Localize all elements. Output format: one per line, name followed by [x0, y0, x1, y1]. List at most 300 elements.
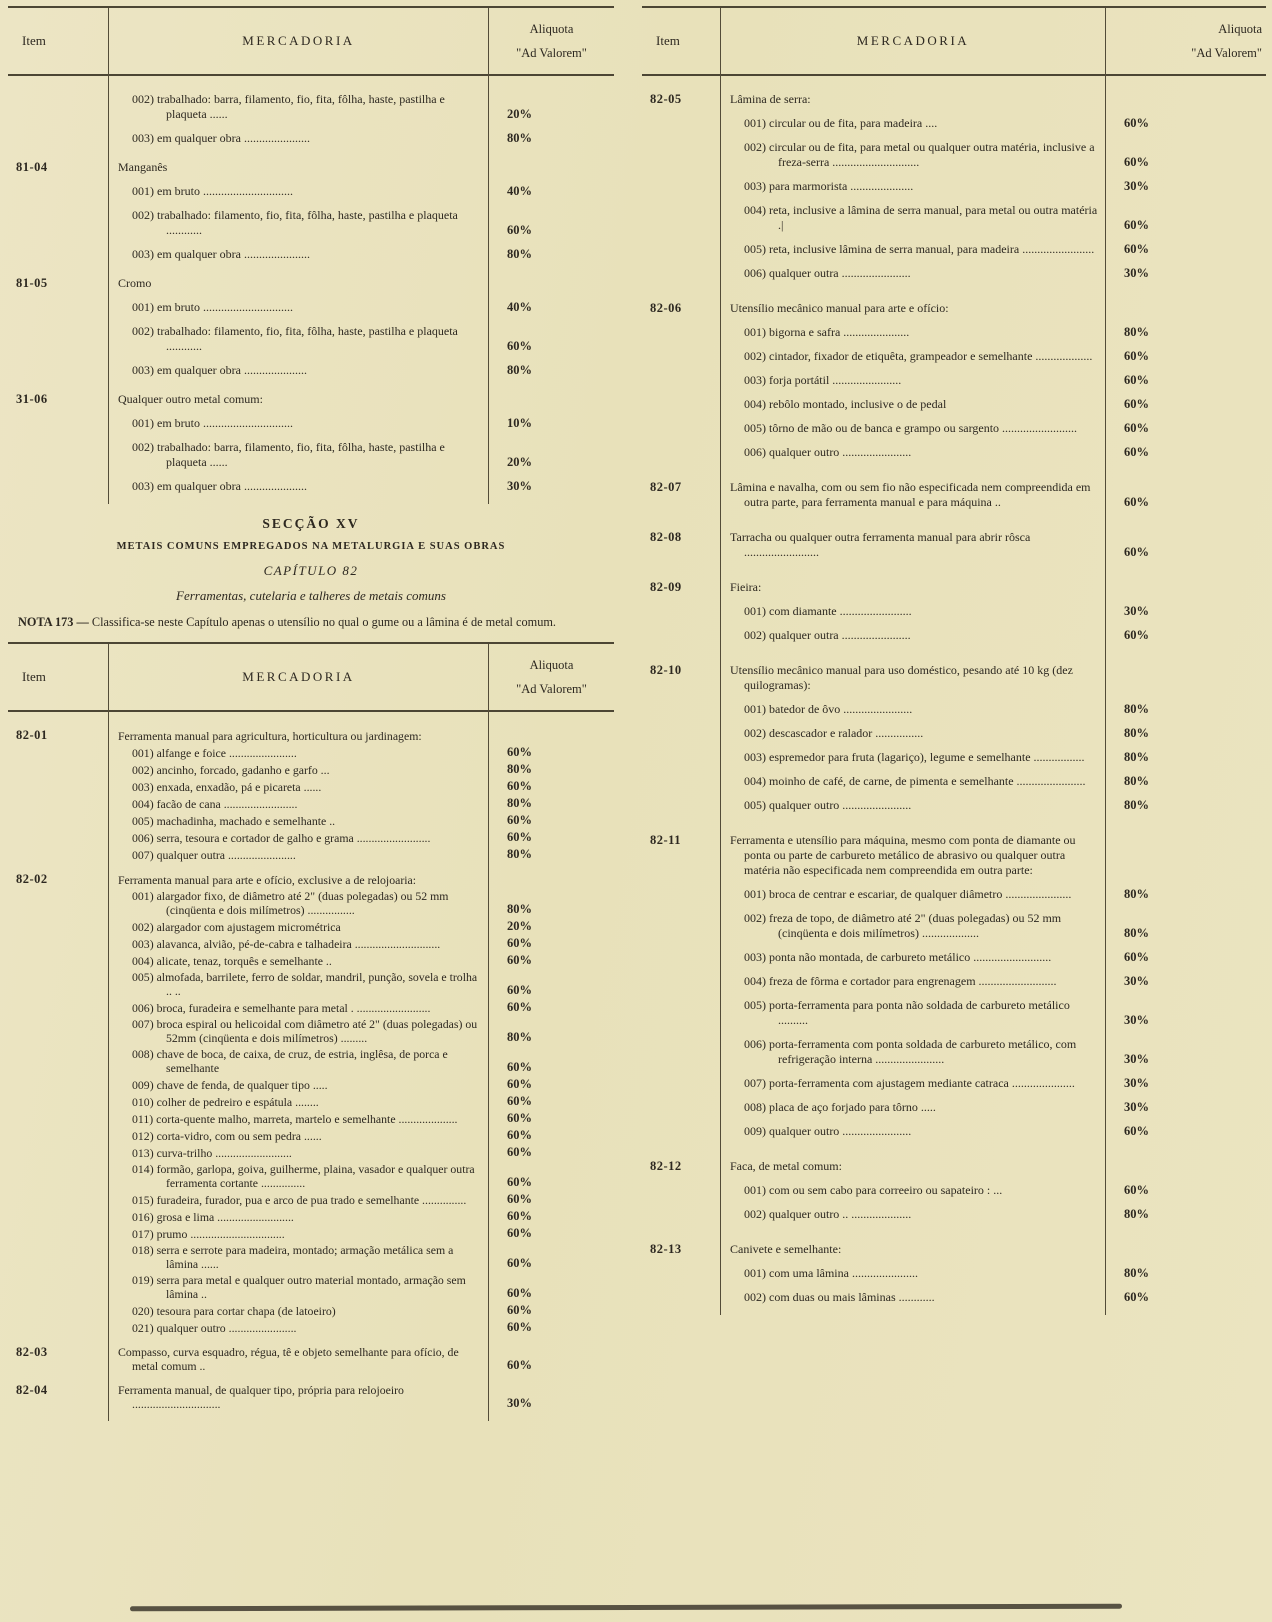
mercadoria-text: 021) qualquer outro ....................... [132, 1321, 297, 1335]
mercadoria-text: 002) alargador com ajustagem micrométrica [132, 920, 341, 934]
subitem-row [642, 950, 1266, 965]
aliquota-value: 60% [1124, 397, 1149, 411]
aliquota-value: 80% [1124, 798, 1149, 812]
aliquota-value: 30% [1124, 1052, 1149, 1066]
entry-82-05 [642, 92, 1266, 107]
aliquota-value: 30% [1124, 1076, 1149, 1090]
mercadoria-text: 009) qualquer outro ....................... [744, 1124, 912, 1138]
subitem-row [8, 1273, 614, 1301]
aliquota-value: 60% [507, 1111, 532, 1125]
mercadoria-text: Lâmina de serra: [730, 92, 811, 106]
aliquota-value: 80% [1124, 1266, 1149, 1280]
left-column [8, 6, 614, 1421]
subitem-row [642, 726, 1266, 741]
subitem-row [642, 750, 1266, 765]
subitem-row [642, 604, 1266, 619]
subitem-row [8, 1017, 614, 1045]
entry-82-12 [642, 1159, 1266, 1174]
subitem-row [8, 300, 614, 315]
aliquota-value: 80% [1124, 887, 1149, 901]
aliquota-value: 80% [1124, 926, 1149, 940]
mercadoria-text: Canivete e semelhante: [730, 1242, 842, 1256]
subitem-row [642, 1266, 1266, 1281]
aliquota-value: 60% [507, 779, 532, 793]
aliquota-value: 80% [507, 363, 532, 377]
nota-text: Classifica-se neste Capítulo apenas o utensílio no qual o gume ou a lâmina é de metal comum. [91, 615, 556, 629]
mercadoria-text: 002) trabalhado: barra, filamento, fio, fita, fôlha, haste, pastilha e plaqueta ...... [132, 440, 445, 469]
subitem-row [642, 203, 1266, 233]
aliquota-value: 80% [507, 847, 532, 861]
mercadoria-text: Compasso, curva esquadro, régua, tê e objeto semelhante para ofício, de metal comum .. [118, 1345, 459, 1373]
aliquota-value: 30% [507, 1396, 532, 1410]
aliquota-value: 60% [1124, 628, 1149, 642]
mercadoria-text: 009) chave de fenda, de qualquer tipo ..... [132, 1078, 328, 1092]
aliquota-value: 40% [507, 184, 532, 198]
mercadoria-text: 007) porta-ferramenta com ajustagem mediante catraca ..................... [744, 1076, 1075, 1090]
nota-paragraph [18, 615, 604, 630]
subitem-row [8, 1320, 614, 1335]
subitem-row [642, 1037, 1266, 1067]
aliquota-value: 60% [507, 1060, 532, 1074]
subitem-row [642, 798, 1266, 813]
aliquota-value: 60% [507, 953, 532, 967]
entry-82-13 [642, 1242, 1266, 1257]
mercadoria-text: Ferramenta manual, de qualquer tipo, própria para relojoeiro .............................. [118, 1383, 404, 1411]
column-divider-line [1105, 8, 1106, 1315]
mercadoria-text: 006) serra, tesoura e cortador de galho e grama ......................... [132, 831, 431, 845]
mercadoria-text: 004) alicate, tenaz, torquês e semelhante .. [132, 954, 332, 968]
mercadoria-text: 003) espremedor para fruta (lagariço), legume e semelhante ................. [744, 750, 1085, 764]
header-aliquota-line2: "Ad Valorem" [1191, 45, 1262, 60]
aliquota-value: 80% [1124, 750, 1149, 764]
mercadoria-text: 019) serra para metal e qualquer outro material montado, armação sem lâmina .. [132, 1273, 466, 1301]
mercadoria-text: 001) broca de centrar e escariar, de qualquer diâmetro ...................... [744, 887, 1072, 901]
mercadoria-text: Faca, de metal comum: [730, 1159, 842, 1173]
subitem-row [8, 919, 614, 934]
mercadoria-text: Fieira: [730, 580, 762, 594]
aliquota-value: 60% [507, 1320, 532, 1334]
subitem-row [642, 242, 1266, 257]
subitem-row [8, 247, 614, 262]
aliquota-value: 30% [1124, 604, 1149, 618]
section-title: SECÇÃO XV [262, 516, 360, 531]
header-aliquota-line1: Aliquota [1218, 21, 1262, 36]
aliquota-value: 40% [507, 300, 532, 314]
item-code: 82-03 [16, 1345, 48, 1359]
aliquota-value: 80% [507, 796, 532, 810]
mercadoria-text: 001) com diamante ........................ [744, 604, 912, 618]
mercadoria-text: 005) tôrno de mão ou de banca e grampo ou sargento ......................... [744, 421, 1078, 435]
aliquota-value: 20% [507, 455, 532, 469]
item-code: 82-11 [650, 833, 681, 847]
mercadoria-text: 003) em qualquer obra ..................... [132, 363, 307, 377]
column-divider-line [108, 8, 109, 504]
aliquota-value: 20% [507, 919, 532, 933]
mercadoria-text: 001) em bruto .............................. [132, 416, 293, 430]
section-divider [8, 504, 614, 642]
item-code: 82-07 [650, 480, 682, 494]
subitem-row [8, 92, 614, 122]
aliquota-value: 60% [1124, 349, 1149, 363]
header-item: Item [656, 33, 680, 48]
aliquota-value: 60% [1124, 1183, 1149, 1197]
mercadoria-text: 004) moinho de café, de carne, de pimenta e semelhante ....................... [744, 774, 1086, 788]
mercadoria-text: 013) curva-trilho .......................... [132, 1146, 292, 1160]
mercadoria-text: 002) trabalhado: barra, filamento, fio, fita, fôlha, haste, pastilha e plaqueta ...... [132, 92, 445, 121]
mercadoria-text: 018) serra e serrote para madeira, montado; armação metálica sem a lâmina ...... [132, 1243, 454, 1271]
subitem-row [8, 779, 614, 794]
chapter-number: CAPÍTULO 82 [263, 563, 359, 578]
mercadoria-text: 001) com uma lâmina ...................... [744, 1266, 918, 1280]
item-code: 82-12 [650, 1159, 682, 1173]
subitem-row [8, 184, 614, 199]
left-table-chapter-82 [8, 642, 614, 1421]
item-code: 82-08 [650, 530, 682, 544]
mercadoria-text: 004) reta, inclusive a lâmina de serra manual, para metal ou outra matéria .| [744, 203, 1098, 232]
aliquota-value: 60% [507, 830, 532, 844]
entry-81-05 [8, 276, 614, 291]
item-code: 82-01 [16, 728, 48, 742]
subitem-row [8, 1162, 614, 1190]
mercadoria-text: 005) almofada, barrilete, ferro de soldar, mandril, punção, sovela e trolha .. .. [132, 970, 478, 998]
mercadoria-text: 004) facão de cana ......................... [132, 797, 298, 811]
entry-81-04 [8, 160, 614, 175]
mercadoria-text: 001) em bruto .............................. [132, 300, 293, 314]
aliquota-value: 30% [1124, 974, 1149, 988]
entry-82-06 [642, 301, 1266, 316]
aliquota-value: 60% [507, 983, 532, 997]
mercadoria-text: 002) com duas ou mais lâminas ............ [744, 1290, 935, 1304]
right-table-chapter-82 [642, 6, 1266, 1315]
subitem-row [8, 479, 614, 494]
mercadoria-text: 002) qualquer outra ....................... [744, 628, 911, 642]
aliquota-value: 60% [1124, 373, 1149, 387]
subitem-row [8, 1128, 614, 1143]
aliquota-value: 60% [1124, 242, 1149, 256]
subitem-row [8, 745, 614, 760]
mercadoria-text: Utensílio mecânico manual para arte e ofício: [730, 301, 949, 315]
aliquota-value: 80% [507, 762, 532, 776]
entry-31-06 [8, 392, 614, 407]
subitem-row [642, 1124, 1266, 1139]
subitem-row [8, 208, 614, 238]
subitem-row [8, 813, 614, 828]
header-mercadoria: MERCADORIA [242, 669, 355, 684]
mercadoria-text: 012) corta-vidro, com ou sem pedra ...... [132, 1129, 322, 1143]
mercadoria-text: 004) rebôlo montado, inclusive o de pedal [744, 397, 947, 411]
subitem-row [642, 702, 1266, 717]
aliquota-value: 60% [507, 1192, 532, 1206]
subitem-row [8, 1243, 614, 1271]
aliquota-value: 60% [507, 1145, 532, 1159]
mercadoria-text: 006) porta-ferramenta com ponta soldada de carbureto metálico, com refrigeração interna ....................... [744, 1037, 1077, 1066]
mercadoria-text: 003) alavanca, alvião, pé-de-cabra e talhadeira ............................. [132, 937, 441, 951]
aliquota-value: 80% [507, 131, 532, 145]
subitem-row [8, 796, 614, 811]
entry-82-08 [642, 530, 1266, 560]
subitem-row [8, 936, 614, 951]
mercadoria-text: Ferramenta manual para agricultura, horticultura ou jardinagem: [118, 729, 422, 743]
mercadoria-text: 005) qualquer outro ....................... [744, 798, 912, 812]
subitem-row [642, 325, 1266, 340]
subitem-row [642, 266, 1266, 281]
subitem-row [642, 974, 1266, 989]
subitem-row [642, 397, 1266, 412]
mercadoria-text: 010) colher de pedreiro e espátula ........ [132, 1095, 319, 1109]
aliquota-value: 60% [507, 813, 532, 827]
subitem-row [8, 324, 614, 354]
mercadoria-text: Lâmina e navalha, com ou sem fio não especificada nem compreendida em outra parte, para ferramenta manual e para máquina .. [730, 480, 1091, 509]
mercadoria-text: 002) trabalhado: filamento, fio, fita, fôlha, haste, pastilha e plaqueta ............ [132, 208, 458, 237]
mercadoria-text: 015) furadeira, furador, pua e arco de pua trado e semelhante ............... [132, 1193, 467, 1207]
mercadoria-text: 008) chave de boca, de caixa, de cruz, de estria, inglêsa, de porca e semelhante [132, 1047, 448, 1075]
entry-82-01 [8, 728, 614, 743]
aliquota-value: 60% [507, 1256, 532, 1270]
aliquota-value: 60% [507, 1286, 532, 1300]
mercadoria-text: 002) circular ou de fita, para metal ou qualquer outra matéria, inclusive a freza-serra ............................. [744, 140, 1095, 169]
aliquota-value: 60% [507, 1128, 532, 1142]
mercadoria-text: 003) em qualquer obra ...................... [132, 131, 310, 145]
mercadoria-text: 003) enxada, enxadão, pá e picareta ...... [132, 780, 322, 794]
aliquota-value: 30% [1124, 266, 1149, 280]
aliquota-value: 80% [1124, 702, 1149, 716]
header-aliquota [489, 8, 614, 74]
entry-82-11 [642, 833, 1266, 878]
column-divider-line [488, 644, 489, 1421]
mercadoria-text: 005) reta, inclusive lâmina de serra manual, para madeira ........................ [744, 242, 1095, 256]
table-body [642, 76, 1266, 1315]
aliquota-value: 60% [507, 1077, 532, 1091]
mercadoria-text: 006) qualquer outro ....................... [744, 445, 912, 459]
mercadoria-text: 002) descascador e ralador ................ [744, 726, 924, 740]
aliquota-value: 80% [507, 247, 532, 261]
subitem-row [642, 998, 1266, 1028]
entry-82-07 [642, 480, 1266, 510]
subitem-row [642, 1100, 1266, 1115]
aliquota-value: 60% [507, 936, 532, 950]
aliquota-value: 60% [507, 1303, 532, 1317]
mercadoria-text: 003) forja portátil ....................... [744, 373, 902, 387]
mercadoria-text: 020) tesoura para cortar chapa (de latoeiro) [132, 1304, 336, 1318]
aliquota-value: 60% [507, 1175, 532, 1189]
subitem-row [8, 1303, 614, 1318]
aliquota-value: 80% [1124, 1207, 1149, 1221]
header-aliquota [489, 644, 614, 710]
mercadoria-text: 005) porta-ferramenta para ponta não soldada de carbureto metálico .......... [744, 998, 1070, 1027]
subitem-row [642, 421, 1266, 436]
aliquota-value: 80% [1124, 325, 1149, 339]
subitem-row [8, 953, 614, 968]
header-item: Item [22, 33, 46, 48]
mercadoria-text: Qualquer outro metal comum: [118, 392, 263, 406]
subitem-row [8, 762, 614, 777]
mercadoria-text: 017) prumo ................................ [132, 1227, 285, 1241]
entry-82-04 [8, 1383, 614, 1411]
header-item: Item [22, 669, 46, 684]
header-aliquota [1106, 8, 1266, 74]
subitem-row [642, 628, 1266, 643]
aliquota-value: 60% [507, 745, 532, 759]
aliquota-value: 10% [507, 416, 532, 430]
entry-82-10 [642, 663, 1266, 693]
subitem-row [8, 1077, 614, 1092]
section-subtitle: METAIS COMUNS EMPREGADOS NA METALURGIA E SUAS OBRAS [116, 541, 506, 552]
subitem-row [642, 1207, 1266, 1222]
subitem-row [8, 889, 614, 917]
aliquota-value: 30% [1124, 179, 1149, 193]
scan-smudge-artifact [130, 1604, 1122, 1612]
subitem-row [642, 140, 1266, 170]
aliquota-value: 60% [1124, 155, 1149, 169]
header-aliquota-line1: Aliquota [529, 21, 574, 36]
mercadoria-text: 016) grosa e lima .......................... [132, 1210, 294, 1224]
item-code: 82-05 [650, 92, 682, 106]
left-table-chapter-81 [8, 6, 614, 504]
mercadoria-text: 001) em bruto .............................. [132, 184, 293, 198]
subitem-row [642, 349, 1266, 364]
chapter-title: Ferramentas, cutelaria e talheres de metais comuns [176, 588, 446, 603]
item-code: 82-13 [650, 1242, 682, 1256]
mercadoria-text: 002) trabalhado: filamento, fio, fita, fôlha, haste, pastilha e plaqueta ............ [132, 324, 458, 353]
aliquota-value: 60% [507, 1000, 532, 1014]
item-code: 81-05 [16, 276, 48, 290]
item-code: 82-10 [650, 663, 682, 677]
mercadoria-text: 006) broca, furadeira e semelhante para metal . ......................... [132, 1001, 431, 1015]
mercadoria-text: 001) bigorna e safra ...................... [744, 325, 910, 339]
aliquota-value: 60% [1124, 218, 1149, 232]
aliquota-value: 80% [1124, 774, 1149, 788]
aliquota-value: 60% [1124, 950, 1149, 964]
entry-82-09 [642, 580, 1266, 595]
aliquota-value: 60% [1124, 445, 1149, 459]
item-code: 82-04 [16, 1383, 48, 1397]
subitem-row [8, 1192, 614, 1207]
aliquota-value: 60% [1124, 545, 1149, 559]
subitem-row [8, 970, 614, 998]
aliquota-value: 60% [507, 1358, 532, 1372]
mercadoria-text: 002) freza de topo, de diâmetro até 2" (duas polegadas) ou 52 mm (cinqüenta e dois milímetros) ................... [744, 911, 1062, 940]
subitem-row [642, 911, 1266, 941]
subitem-row [8, 847, 614, 862]
mercadoria-text: 003) em qualquer obra ...................... [132, 247, 310, 261]
table-header [8, 644, 614, 712]
subitem-row [642, 1183, 1266, 1198]
mercadoria-text: Utensílio mecânico manual para uso doméstico, pesando até 10 kg (dez quilogramas): [730, 663, 1073, 692]
subitem-row [8, 1047, 614, 1075]
aliquota-value: 60% [507, 223, 532, 237]
header-aliquota-line2: "Ad Valorem" [516, 681, 587, 696]
aliquota-value: 60% [1124, 1124, 1149, 1138]
mercadoria-text: Cromo [118, 276, 152, 290]
subitem-row [8, 440, 614, 470]
subitem-row [8, 1094, 614, 1109]
aliquota-value: 20% [507, 107, 532, 121]
subitem-row [8, 1145, 614, 1160]
aliquota-value: 60% [507, 1209, 532, 1223]
mercadoria-text: Tarracha ou qualquer outra ferramenta manual para abrir rôsca ......................... [730, 530, 1031, 559]
mercadoria-text: 008) placa de aço forjado para tôrno ..... [744, 1100, 936, 1114]
subitem-row [642, 1290, 1266, 1305]
column-divider-line [720, 8, 721, 1315]
table-body [8, 76, 614, 504]
mercadoria-text: 002) cintador, fixador de etiquêta, grampeador e semelhante ................... [744, 349, 1093, 363]
mercadoria-text: Manganês [118, 160, 168, 174]
subitem-row [8, 1111, 614, 1126]
aliquota-value: 60% [1124, 116, 1149, 130]
mercadoria-text: 002) ancinho, forcado, gadanho e garfo ... [132, 763, 330, 777]
header-aliquota-line2: "Ad Valorem" [516, 45, 587, 60]
entry-82-02 [8, 872, 614, 887]
mercadoria-text: 001) alfange e foice ....................... [132, 746, 297, 760]
column-divider-line [488, 8, 489, 504]
table-header [642, 8, 1266, 76]
mercadoria-text: 002) qualquer outro .. .................... [744, 1207, 912, 1221]
subitem-row [642, 116, 1266, 131]
subitem-row [8, 416, 614, 431]
aliquota-value: 30% [1124, 1100, 1149, 1114]
item-code: 81-04 [16, 160, 48, 174]
subitem-row [642, 373, 1266, 388]
entry-82-03 [8, 1345, 614, 1373]
aliquota-value: 80% [507, 1030, 532, 1044]
mercadoria-text: 001) batedor de ôvo ....................... [744, 702, 913, 716]
subitem-row [642, 774, 1266, 789]
subitem-row [8, 830, 614, 845]
aliquota-value: 60% [1124, 1290, 1149, 1304]
mercadoria-text: 005) machadinha, machado e semelhante .. [132, 814, 336, 828]
item-code: 82-09 [650, 580, 682, 594]
item-code: 82-06 [650, 301, 682, 315]
aliquota-value: 60% [507, 1226, 532, 1240]
subitem-row [8, 1226, 614, 1241]
nota-label: NOTA 173 — [18, 615, 89, 629]
mercadoria-text: 001) alargador fixo, de diâmetro até 2" (duas polegadas) ou 52 mm (cinqüenta e dois milímetros) ................ [132, 889, 449, 917]
subitem-row [8, 1000, 614, 1015]
mercadoria-text: 011) corta-quente malho, marreta, martelo e semelhante .................... [132, 1112, 458, 1126]
header-aliquota-line1: Aliquota [529, 657, 574, 672]
subitem-row [8, 131, 614, 146]
aliquota-value: 80% [507, 902, 532, 916]
mercadoria-text: Ferramenta manual para arte e ofício, exclusive a de relojoaria: [118, 873, 417, 887]
mercadoria-text: 007) qualquer outra ....................... [132, 848, 296, 862]
subitem-row [8, 1209, 614, 1224]
table-body [8, 712, 614, 1421]
mercadoria-text: 003) em qualquer obra ..................... [132, 479, 307, 493]
aliquota-value: 60% [1124, 495, 1149, 509]
subitem-row [642, 179, 1266, 194]
mercadoria-text: 004) freza de fôrma e cortador para engrenagem .......................... [744, 974, 1057, 988]
aliquota-value: 60% [507, 1094, 532, 1108]
mercadoria-text: 003) ponta não montada, de carbureto metálico .......................... [744, 950, 1052, 964]
item-code: 31-06 [16, 392, 48, 406]
right-column [642, 6, 1266, 1315]
column-divider-line [108, 644, 109, 1421]
mercadoria-text: 001) circular ou de fita, para madeira .... [744, 116, 938, 130]
aliquota-value: 30% [507, 479, 532, 493]
mercadoria-text: 001) com ou sem cabo para correeiro ou sapateiro : ... [744, 1183, 1003, 1197]
subitem-row [642, 445, 1266, 460]
mercadoria-text: 014) formão, garlopa, goiva, guilherme, plaina, vasador e qualquer outra ferramenta cortante ............... [132, 1162, 475, 1190]
mercadoria-text: 006) qualquer outra ....................... [744, 266, 911, 280]
mercadoria-text: 003) para marmorista ..................... [744, 179, 914, 193]
subitem-row [642, 887, 1266, 902]
header-mercadoria: MERCADORIA [242, 33, 355, 48]
aliquota-value: 80% [1124, 726, 1149, 740]
mercadoria-text: Ferramenta e utensílio para máquina, mesmo com ponta de diamante ou ponta ou parte de carbureto metálico de abrasivo ou qualquer outra matéria não especificada nem compreendida em outra parte: [730, 833, 1076, 877]
aliquota-value: 30% [1124, 1013, 1149, 1027]
aliquota-value: 60% [507, 339, 532, 353]
subitem-row [642, 1076, 1266, 1091]
